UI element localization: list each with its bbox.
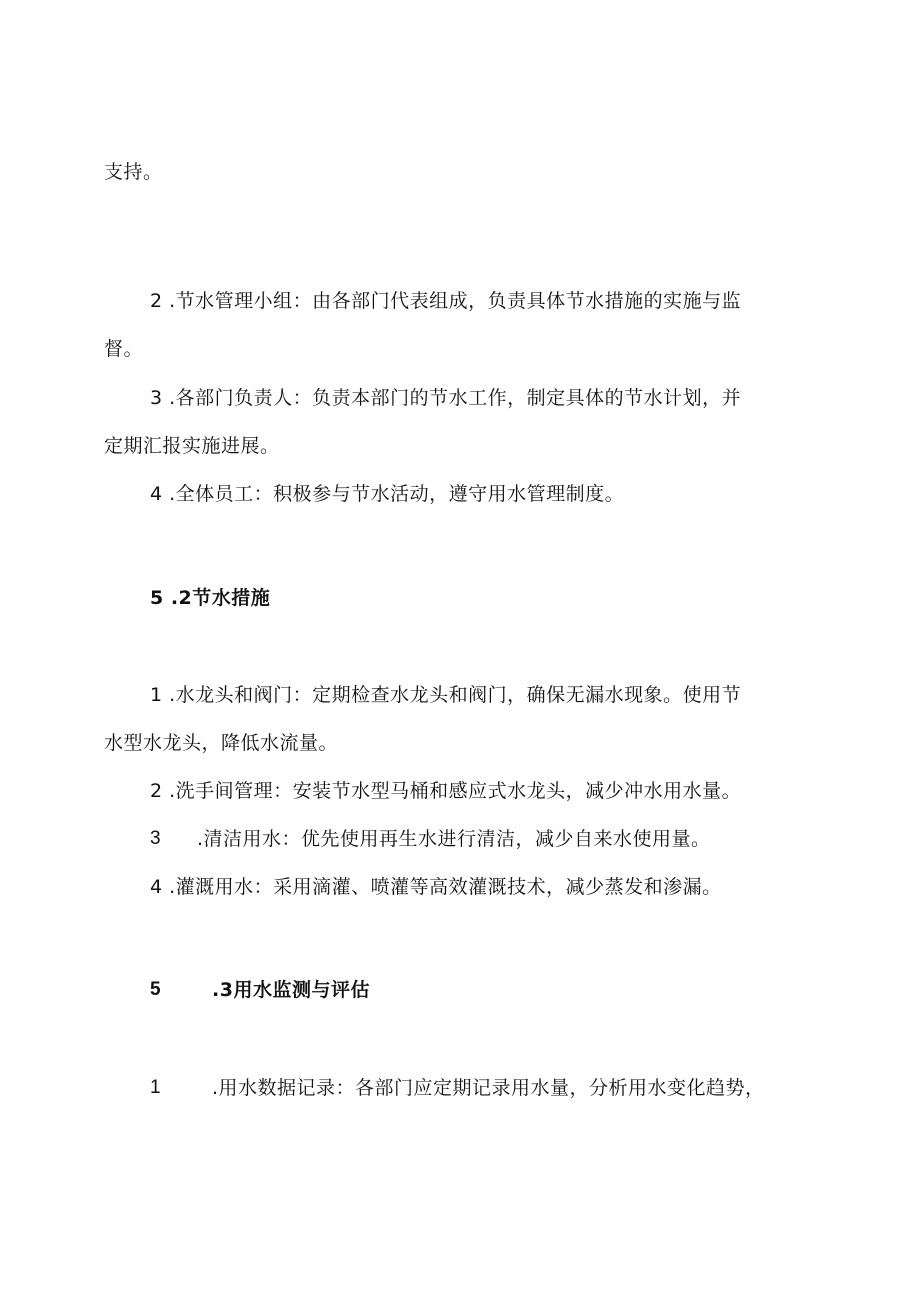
monitor-item-1: .用水数据记录：各部门应定期记录用水量，分析用水变化趋势，: [212, 1077, 765, 1099]
measure-item-2: 2 .洗手间管理：安装节水型马桶和感应式水龙头，减少冲水用水量。: [150, 780, 742, 802]
measure-item-1: 1 .水龙头和阀门：定期检查水龙头和阀门，确保无漏水现象。使用节: [150, 684, 742, 706]
section-heading-5-3: .3用水监测与评估: [212, 979, 370, 1001]
list-item-2-cont: 督。: [104, 338, 144, 360]
list-item-4: 4 .全体员工：积极参与节水活动，遵守用水管理制度。: [150, 483, 625, 505]
measure-item-3-number: 3: [150, 828, 162, 849]
measure-item-3: .清洁用水：优先使用再生水进行清洁，减少自来水使用量。: [197, 828, 711, 850]
monitor-item-1-number: 1: [150, 1077, 162, 1098]
section-heading-5-3-number: 5: [150, 979, 162, 1000]
section-heading-5-2: 5 .2节水措施: [150, 587, 271, 609]
paragraph-continuation: 支持。: [104, 161, 163, 183]
measure-item-4: 4 .灌溉用水：采用滴灌、喷灌等高效灌溉技术，减少蒸发和渗漏。: [150, 876, 722, 898]
list-item-2: 2 .节水管理小组：由各部门代表组成，负责具体节水措施的实施与监: [150, 290, 742, 312]
list-item-3: 3 .各部门负责人：负责本部门的节水工作，制定具体的节水计划，并: [150, 387, 742, 409]
list-item-3-cont: 定期汇报实施进展。: [104, 435, 280, 457]
measure-item-1-cont: 水型水龙头，降低水流量。: [104, 732, 339, 754]
